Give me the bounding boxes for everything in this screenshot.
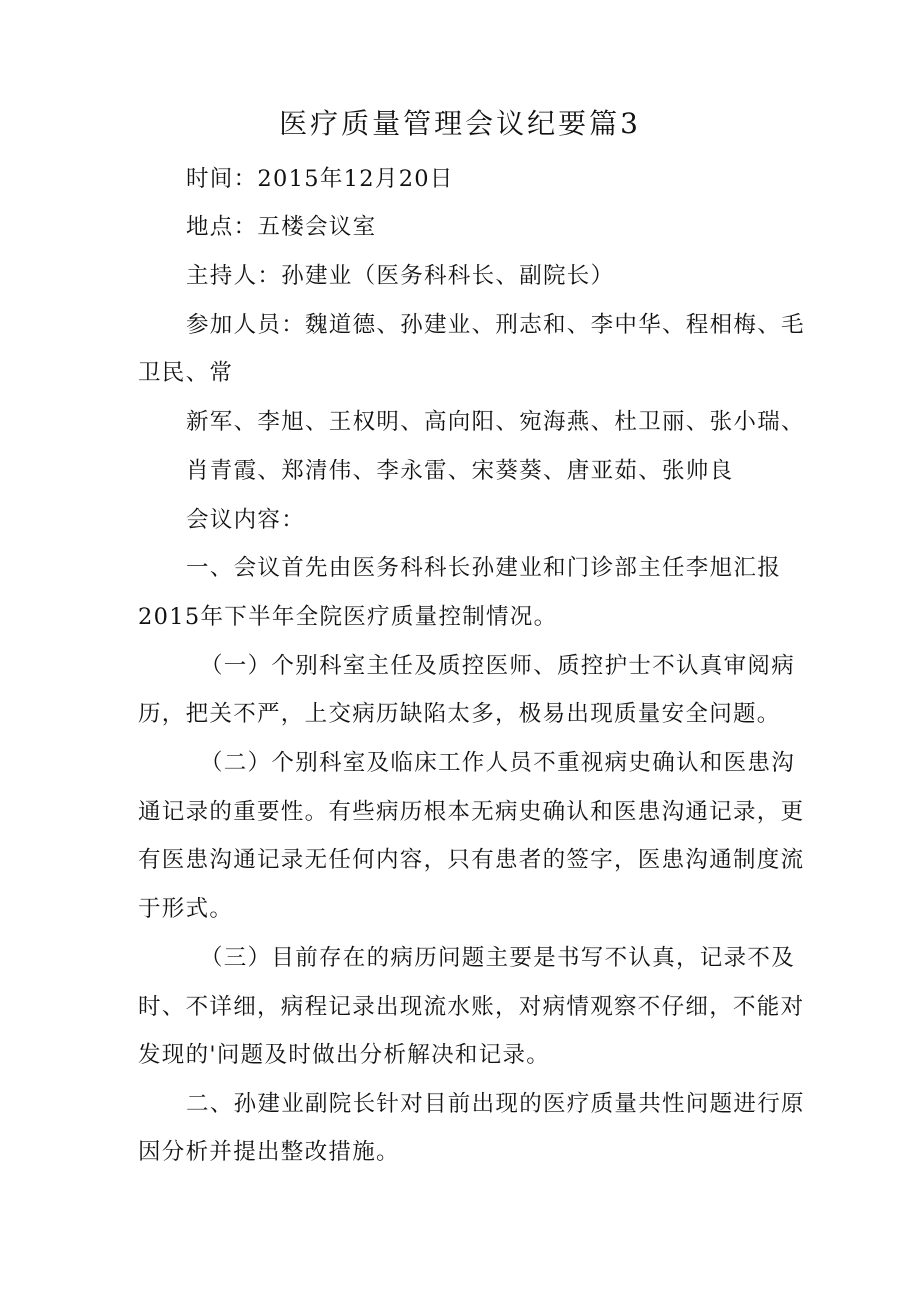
content-heading: 会议内容：: [186, 507, 306, 533]
document-title: 医疗质量管理会议纪要篇3: [279, 107, 641, 140]
paragraph-line: （三）目前存在的病历问题主要是书写不认真，记录不及: [200, 945, 796, 971]
paragraph-line: （二）个别科室及临床工作人员不重视病史确认和医患沟: [200, 750, 796, 776]
paragraph-line: 一、会议首先由医务科科长孙建业和门诊部主任李旭汇报: [186, 555, 782, 581]
meeting-host: 主持人：孙建业（医务科科长、副院长）: [186, 263, 615, 289]
paragraph-line: 于形式。: [138, 896, 234, 922]
meeting-location: 地点：五楼会议室: [186, 214, 377, 240]
attendees-line: 卫民、常: [138, 360, 234, 386]
paragraph-line: 2015年下半年全院医疗质量控制情况。: [138, 604, 558, 630]
paragraph-line: 时、不详细，病程记录出现流水账，对病情观察不仔细，不能对: [138, 994, 805, 1020]
paragraph-line: 发现的'问题及时做出分析解决和记录。: [138, 1042, 551, 1068]
attendees-line: 参加人员：魏道德、孙建业、刑志和、李中华、程相梅、毛: [186, 312, 805, 338]
paragraph-line: （一）个别科室主任及质控医师、质控护士不认真审阅病: [200, 653, 796, 679]
paragraph-line: 历，把关不严，上交病历缺陷太多，极易出现质量安全问题。: [138, 701, 781, 727]
paragraph-line: 因分析并提出整改措施。: [138, 1139, 400, 1165]
meeting-time: 时间：2015年12月20日: [186, 166, 454, 192]
paragraph-line: 通记录的重要性。有些病历根本无病史确认和医患沟通记录，更: [138, 799, 805, 825]
attendees-line: 肖青霞、郑清伟、李永雷、宋葵葵、唐亚茹、张帅良: [186, 458, 734, 484]
paragraph-line: 有医患沟通记录无任何内容，只有患者的签字，医患沟通制度流: [138, 847, 805, 873]
attendees-line: 新军、李旭、王权明、高向阳、宛海燕、杜卫丽、张小瑞、: [186, 409, 805, 435]
paragraph-line: 二、孙建业副院长针对目前出现的医疗质量共性问题进行原: [186, 1091, 805, 1117]
